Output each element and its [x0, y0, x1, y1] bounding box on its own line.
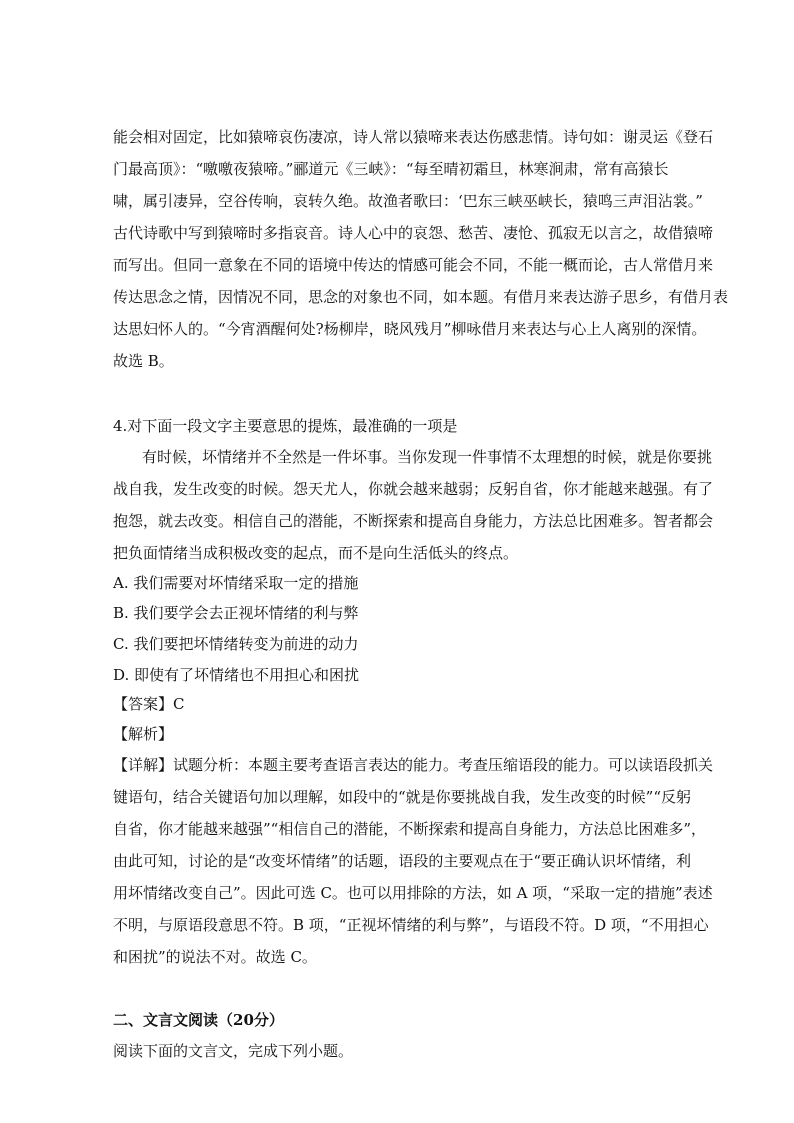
- explanation-line-6: 传达思念之情，因情况不同，思念的对象也不同，如本题。有借月来表达游子思乡，有借月表: [113, 288, 729, 306]
- passage-line-1: 有时候，坏情绪并不全然是一件坏事。当你发现一件事情不太理想的时候，就是你要挑: [142, 448, 713, 466]
- detail-line-4: 由此可知，讨论的是“改变坏情绪”的话题，语段的主要观点在于“要正确认识坏情绪，利: [113, 852, 692, 870]
- explanation-line-2: 门最高顶》：“噭噭夜猿啼。”郦道元《三峡》：“每至晴初霜旦，林寒涧肃，常有高猿长: [113, 160, 669, 178]
- explanation-line-4: 古代诗歌中写到猿啼时多指哀音。诗人心中的哀怨、愁苦、凄怆、孤寂无以言之，故借猿啼: [113, 224, 714, 242]
- option-b: B. 我们要学会去正视坏情绪的利与弊: [113, 604, 359, 622]
- answer-label: 【答案】C: [113, 695, 185, 713]
- option-c: C. 我们要把坏情绪转变为前进的动力: [113, 635, 359, 653]
- explanation-line-7: 达思妇怀人的。“今宵酒醒何处?杨柳岸，晓风残月”柳咏借月来表达与心上人离别的深情。: [113, 320, 707, 338]
- option-a: A. 我们需要对坏情绪采取一定的措施: [113, 574, 359, 592]
- section-2-heading: 二、文言文阅读（20分）: [113, 1011, 284, 1029]
- analysis-label: 【解析】: [113, 725, 174, 743]
- explanation-line-5: 而写出。但同一意象在不同的语境中传达的情感可能会不同，不能一概而论，古人常借月来: [113, 256, 714, 274]
- explanation-line-8: 故选 B。: [113, 352, 174, 370]
- passage-line-4: 把负面情绪当成积极改变的起点，而不是向生活低头的终点。: [113, 544, 519, 562]
- question-4-stem: 4.对下面一段文字主要意思的提炼，最准确的一项是: [113, 417, 458, 435]
- detail-line-5: 用坏情绪改变自己”。因此可选 C。也可以用排除的方法，如 A 项，“采取一定的措施”表述: [113, 884, 713, 902]
- passage-line-3: 抱怨，就去改变。相信自己的潜能，不断探索和提高自身能力，方法总比困难多。智者都会: [113, 512, 714, 530]
- detail-line-1: 【详解】试题分析：本题主要考查语言表达的能力。考查压缩语段的能力。可以读语段抓关: [113, 756, 714, 774]
- detail-line-7: 和困扰”的说法不对。故选 C。: [113, 948, 317, 966]
- option-d: D. 即使有了坏情绪也不用担心和困扰: [113, 666, 360, 684]
- explanation-line-1: 能会相对固定，比如猿啼哀伤凄凉，诗人常以猿啼来表达伤感悲情。诗句如：谢灵运《登石: [113, 128, 714, 146]
- passage-line-2: 战自我，发生改变的时候。怨天尤人，你就会越来越弱；反躬自省，你才能越来越强。有了: [113, 480, 714, 498]
- explanation-line-3: 啸，属引凄异，空谷传响，哀转久绝。故渔者歌曰：‘巴东三峡巫峡长，猿鸣三声泪沾裳。”: [113, 192, 703, 210]
- section-2-instruction: 阅读下面的文言文，完成下列小题。: [113, 1042, 354, 1060]
- detail-line-3: 自省，你才能越来越强”“相信自己的潜能，不断探索和提高自身能力，方法总比困难多”，: [113, 820, 707, 838]
- detail-line-6: 不明，与原语段意思不符。B 项，“正视坏情绪的利与弊”，与语段不符。D 项，“不用担心: [113, 916, 709, 934]
- detail-line-2: 键语句，结合关键语句加以理解，如段中的“就是你要挑战自我，发生改变的时候”“反躬: [113, 788, 692, 806]
